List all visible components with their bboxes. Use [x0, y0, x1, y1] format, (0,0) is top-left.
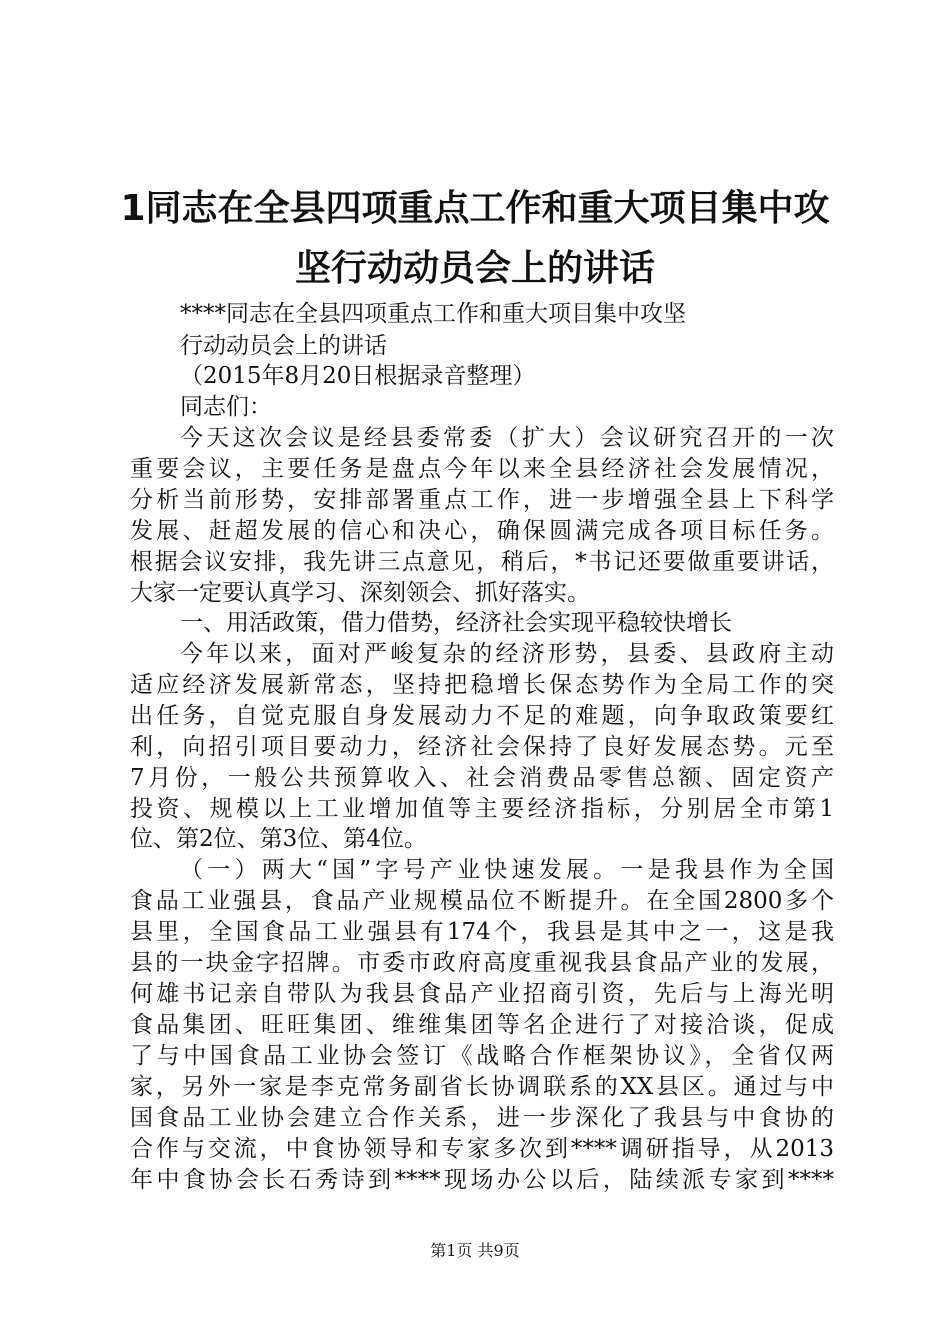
- body-line: 投资、规模以上工业增加值等主要经济指标，分别居全市第1: [130, 796, 834, 822]
- body-line: 国食品工业协会建立合作关系，进一步深化了我县与中食协的: [130, 1105, 834, 1131]
- body-line: 县里，全国食品工业强县有174个，我县是其中之一，这是我: [130, 919, 834, 945]
- body-line: 发展、赶超发展的信心和决心，确保圆满完成各项目标任务。: [130, 518, 834, 544]
- body-line: 食品集团、旺旺集团、维维集团等名企进行了对接洽谈，促成: [130, 1012, 834, 1038]
- body-line: 了与中国食品工业协会签订《战略合作框架协议》，全省仅两: [130, 1043, 834, 1069]
- body-line: 分析当前形势，安排部署重点工作，进一步增强全县上下科学: [130, 487, 834, 513]
- body-line: 县的一块金字招牌。市委市政府高度重视我县食品产业的发展，: [130, 950, 834, 976]
- document-title-line-2: 坚行动动员会上的讲话: [294, 248, 655, 289]
- body-line: 适应经济发展新常态，坚持把稳增长保态势作为全局工作的突: [130, 672, 834, 698]
- body-line: 重要会议，主要任务是盘点今年以来全县经济社会发展情况，: [130, 456, 834, 482]
- body-line: 根据会议安排，我先讲三点意见，稍后，*书记还要做重要讲话，: [130, 549, 834, 575]
- body-line: 何雄书记亲自带队为我县食品产业招商引资，先后与上海光明: [130, 981, 834, 1007]
- salutation: 同志们：: [180, 394, 272, 420]
- subsection-heading-1: （一）两大“国”字号产业快速发展。一是我县作为全国: [180, 857, 834, 883]
- body-line: 出任务，自觉克服自身发展动力不足的难题，向争取政策要红: [130, 703, 834, 729]
- body-line: 今年以来，面对严峻复杂的经济形势，县委、县政府主动: [180, 641, 834, 667]
- page-number-footer: 第1页 共9页: [430, 1241, 520, 1260]
- subtitle-line-1: ****同志在全县四项重点工作和重大项目集中攻坚: [180, 301, 686, 327]
- body-line: 大家一定要认真学习、深刻领会、抓好落实。: [130, 580, 590, 606]
- body-line: 食品工业强县，食品产业规模品位不断提升。在全国2800多个: [130, 888, 834, 914]
- date-note: （2015年8月20日根据录音整理）: [180, 363, 536, 389]
- body-line: 今天这次会议是经县委常委（扩大）会议研究召开的一次: [180, 425, 834, 451]
- document-title-line-1: 1同志在全县四项重点工作和重大项目集中攻: [120, 188, 830, 229]
- body-line: 年中食协会长石秀诗到****现场办公以后，陆续派专家到****: [130, 1167, 834, 1193]
- subtitle-line-2: 行动动员会上的讲话: [180, 333, 387, 359]
- section-heading-1: 一、用活政策，借力借势，经济社会实现平稳较快增长: [180, 610, 732, 636]
- body-line: 利，向招引项目要动力，经济社会保持了良好发展态势。元至: [130, 734, 834, 760]
- body-line: 位、第2位、第3位、第4位。: [130, 826, 427, 852]
- body-line: 7月份，一般公共预算收入、社会消费品零售总额、固定资产: [130, 765, 834, 791]
- body-line: 合作与交流，中食协领导和专家多次到****调研指导，从2013: [130, 1136, 834, 1162]
- body-line: 家，另外一家是李克常务副省长协调联系的XX县区。通过与中: [130, 1074, 834, 1100]
